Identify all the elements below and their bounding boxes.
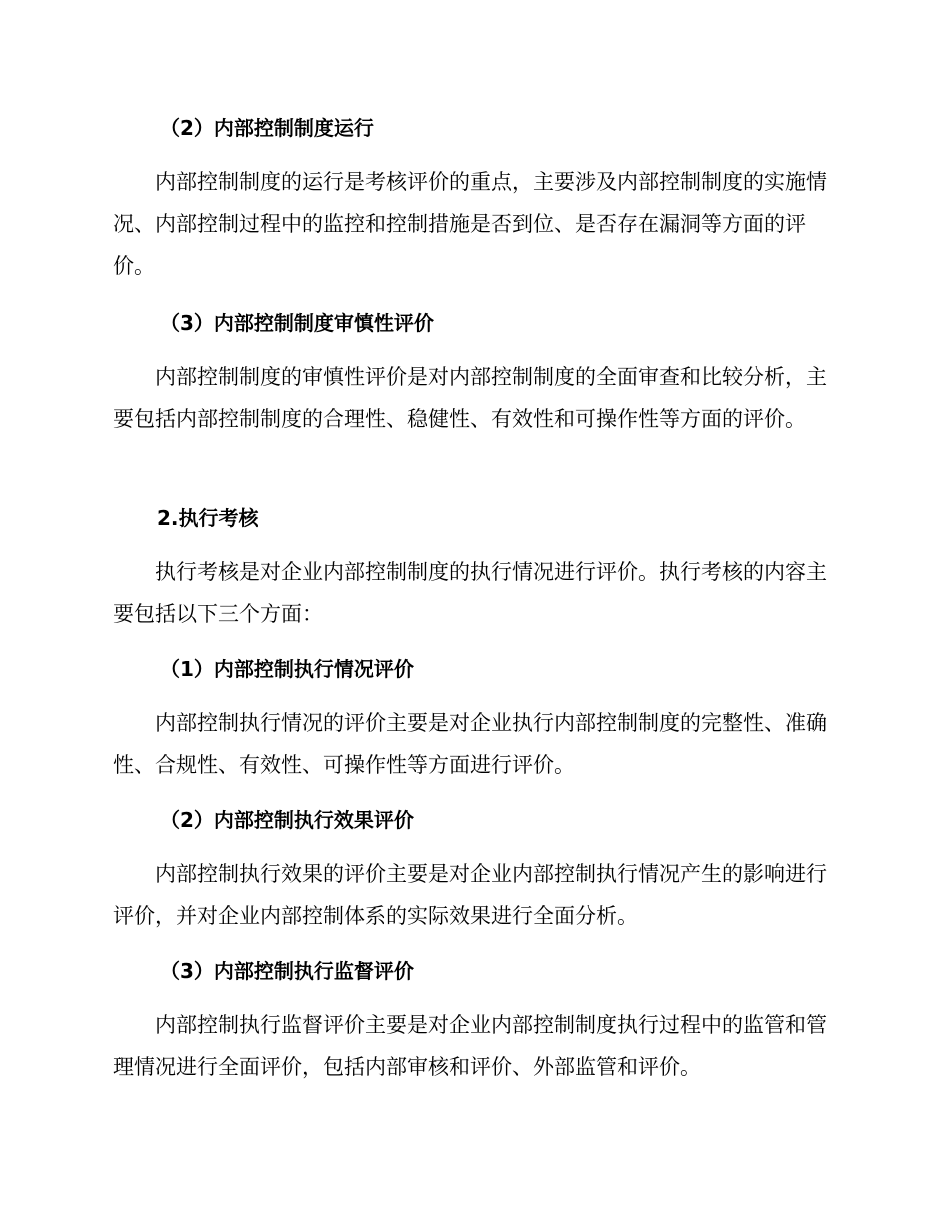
section-heading-execution-effect: （2）内部控制执行效果评价 [160, 808, 414, 832]
section-heading-execution-supervision: （3）内部控制执行监督评价 [160, 959, 414, 983]
section-heading-prudence-evaluation: （3）内部控制制度审慎性评价 [160, 311, 434, 335]
section-heading-execution-assessment: 2.执行考核 [157, 506, 259, 530]
paragraph-prudence-evaluation: 内部控制制度的审慎性评价是对内部控制制度的全面审查和比较分析，主要包括内部控制制度的合理性、稳健性、有效性和可操作性等方面的评价。 [113, 365, 827, 431]
paragraph-execution-status: 内部控制执行情况的评价主要是对企业执行内部控制制度的完整性、准确性、合规性、有效性、可操作性等方面进行评价。 [113, 711, 827, 777]
paragraph-system-operation: 内部控制制度的运行是考核评价的重点，主要涉及内部控制制度的实施情况、内部控制过程中的监控和控制措施是否到位、是否存在漏洞等方面的评价。 [113, 170, 827, 278]
section-heading-execution-status: （1）内部控制执行情况评价 [160, 657, 414, 681]
section-heading-system-operation: （2）内部控制制度运行 [160, 116, 374, 140]
paragraph-execution-supervision: 内部控制执行监督评价主要是对企业内部控制制度执行过程中的监管和管理情况进行全面评价，包括内部审核和评价、外部监管和评价。 [113, 1013, 827, 1079]
paragraph-execution-effect: 内部控制执行效果的评价主要是对企业内部控制执行情况产生的影响进行评价，并对企业内部控制体系的实际效果进行全面分析。 [113, 862, 827, 928]
paragraph-execution-assessment: 执行考核是对企业内部控制制度的执行情况进行评价。执行考核的内容主要包括以下三个方面： [113, 560, 827, 626]
